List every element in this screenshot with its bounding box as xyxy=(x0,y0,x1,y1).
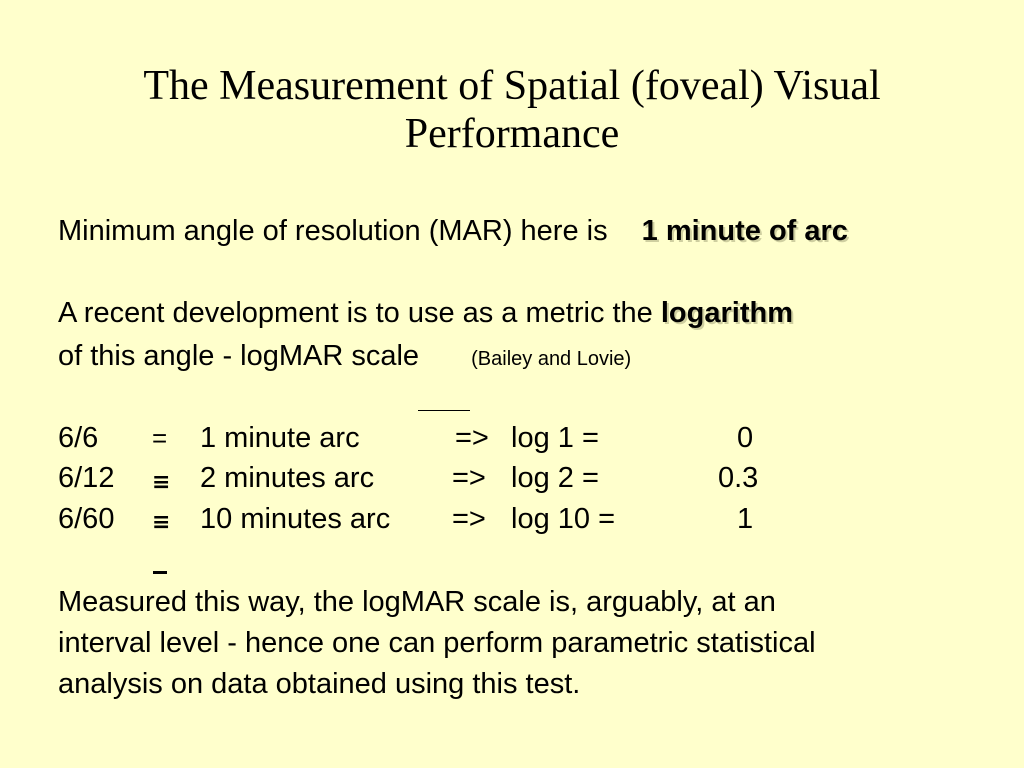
conclusion-line-2: interval level - hence one can perform parametric statistical xyxy=(58,627,816,659)
row-2-log: log 2 = xyxy=(511,462,599,494)
row-3-log: log 10 = xyxy=(511,503,616,535)
mar-value: 1 minute of arc xyxy=(641,215,848,247)
row-2-arc: 2 minutes arc xyxy=(200,462,375,494)
mar-prefix: Minimum angle of resolution (MAR) here is xyxy=(58,215,608,247)
mar-line xyxy=(58,214,848,248)
dash-decoration xyxy=(153,571,167,574)
development-prefix: A recent development is to use as a metric the xyxy=(58,297,653,329)
development-highlight: logarithm xyxy=(660,297,793,329)
row-3-result: 1 xyxy=(737,503,754,535)
row-1-arc: 1 minute arc xyxy=(200,422,360,454)
conclusion-line-3: analysis on data obtained using this test. xyxy=(58,668,581,700)
row-1-fraction: 6/6 xyxy=(58,422,99,454)
development-line-2 xyxy=(58,339,631,376)
row-2-fraction: 6/12 xyxy=(58,462,115,494)
development-line-2-text: of this angle - logMAR scale xyxy=(58,340,420,372)
row-3-arrow: => xyxy=(452,503,486,535)
row-1-arrow: => xyxy=(455,422,489,454)
row-1-result: 0 xyxy=(737,422,754,454)
development-line-1 xyxy=(58,296,793,330)
row-1-relation: = xyxy=(152,423,168,453)
conclusion-line-1: Measured this way, the logMAR scale is, arguably, at an xyxy=(58,586,776,618)
slide-title: The Measurement of Spatial (foveal) Visual Performance xyxy=(143,63,881,157)
row-2-arrow: => xyxy=(452,462,486,494)
row-3-fraction: 6/60 xyxy=(58,503,115,535)
row-3-arc: 10 minutes arc xyxy=(200,503,391,535)
row-3-relation: ≡ xyxy=(152,510,171,535)
citation: (Bailey and Lovie) xyxy=(471,348,632,370)
row-1-log: log 1 = xyxy=(511,422,599,454)
row-2-relation: ≡ xyxy=(152,470,171,495)
overline-decoration xyxy=(418,410,470,411)
row-2-result: 0.3 xyxy=(718,462,759,494)
